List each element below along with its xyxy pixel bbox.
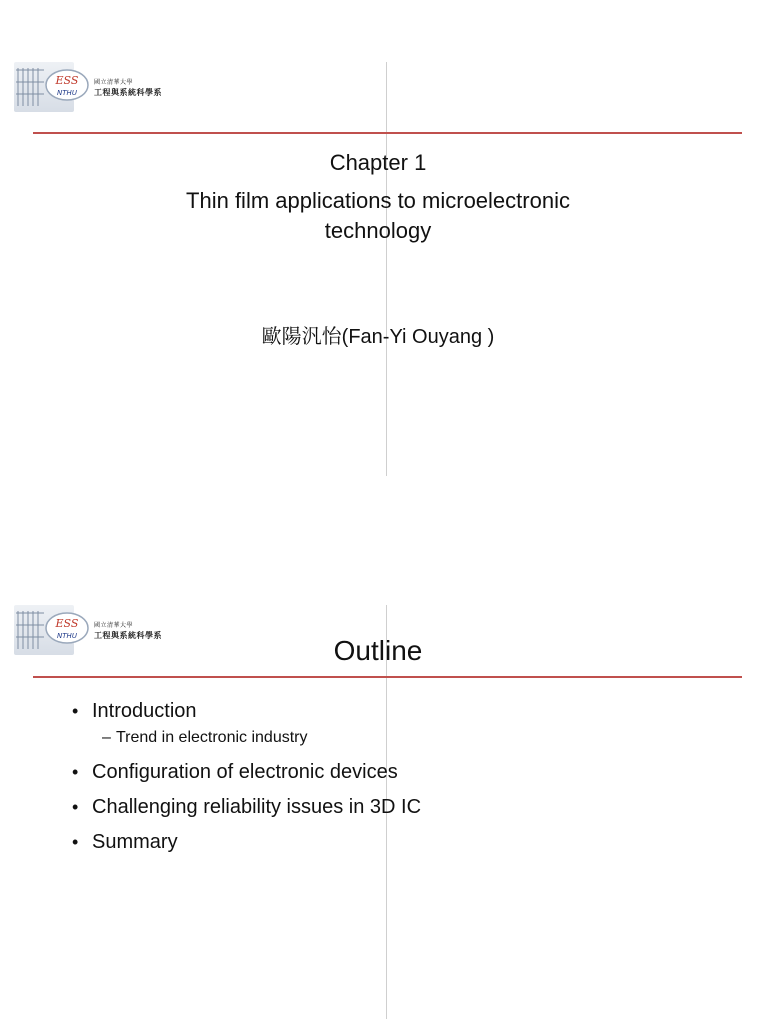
slide-title [14,62,742,476]
department-logo [14,62,194,114]
logo-caption [94,80,162,96]
author-name: 歐陽汎怡(Fan-Yi Ouyang ) [261,326,495,348]
outline-subitem-trend: – Trend in electronic industry [70,728,421,748]
badge-subtext: NTHU [57,632,77,640]
header-rule [33,132,742,134]
outline-title: Outline [333,635,423,666]
logo-university: 國立清華大學 [94,622,134,629]
outline-list [70,699,421,865]
logo-department: 工程與系統科學系 [94,87,162,97]
outline-item-summary: • Summary [70,830,421,854]
badge-subtext: NTHU [57,89,77,97]
subtitle-line-1: Thin film applications to microelectronic [186,188,570,213]
outline-item-configuration: • Configuration of electronic devices [70,760,421,784]
page-fold-divider [386,62,387,476]
logo-department: 工程與系統科學系 [94,630,162,640]
subtitle-line-2: technology [324,218,432,243]
outline-item-reliability: • Challenging reliability issues in 3D IC [70,795,421,819]
outline-item-introduction: • Introduction [70,699,421,723]
badge-text: ESS [55,617,79,630]
chapter-subtitle [14,186,742,246]
slide-outline [14,605,742,1019]
logo-university: 國立清華大學 [94,79,134,86]
badge-text: ESS [55,74,79,87]
header-rule [33,676,742,678]
ess-badge-icon [44,68,90,102]
chapter-heading: Chapter 1 [329,150,427,175]
